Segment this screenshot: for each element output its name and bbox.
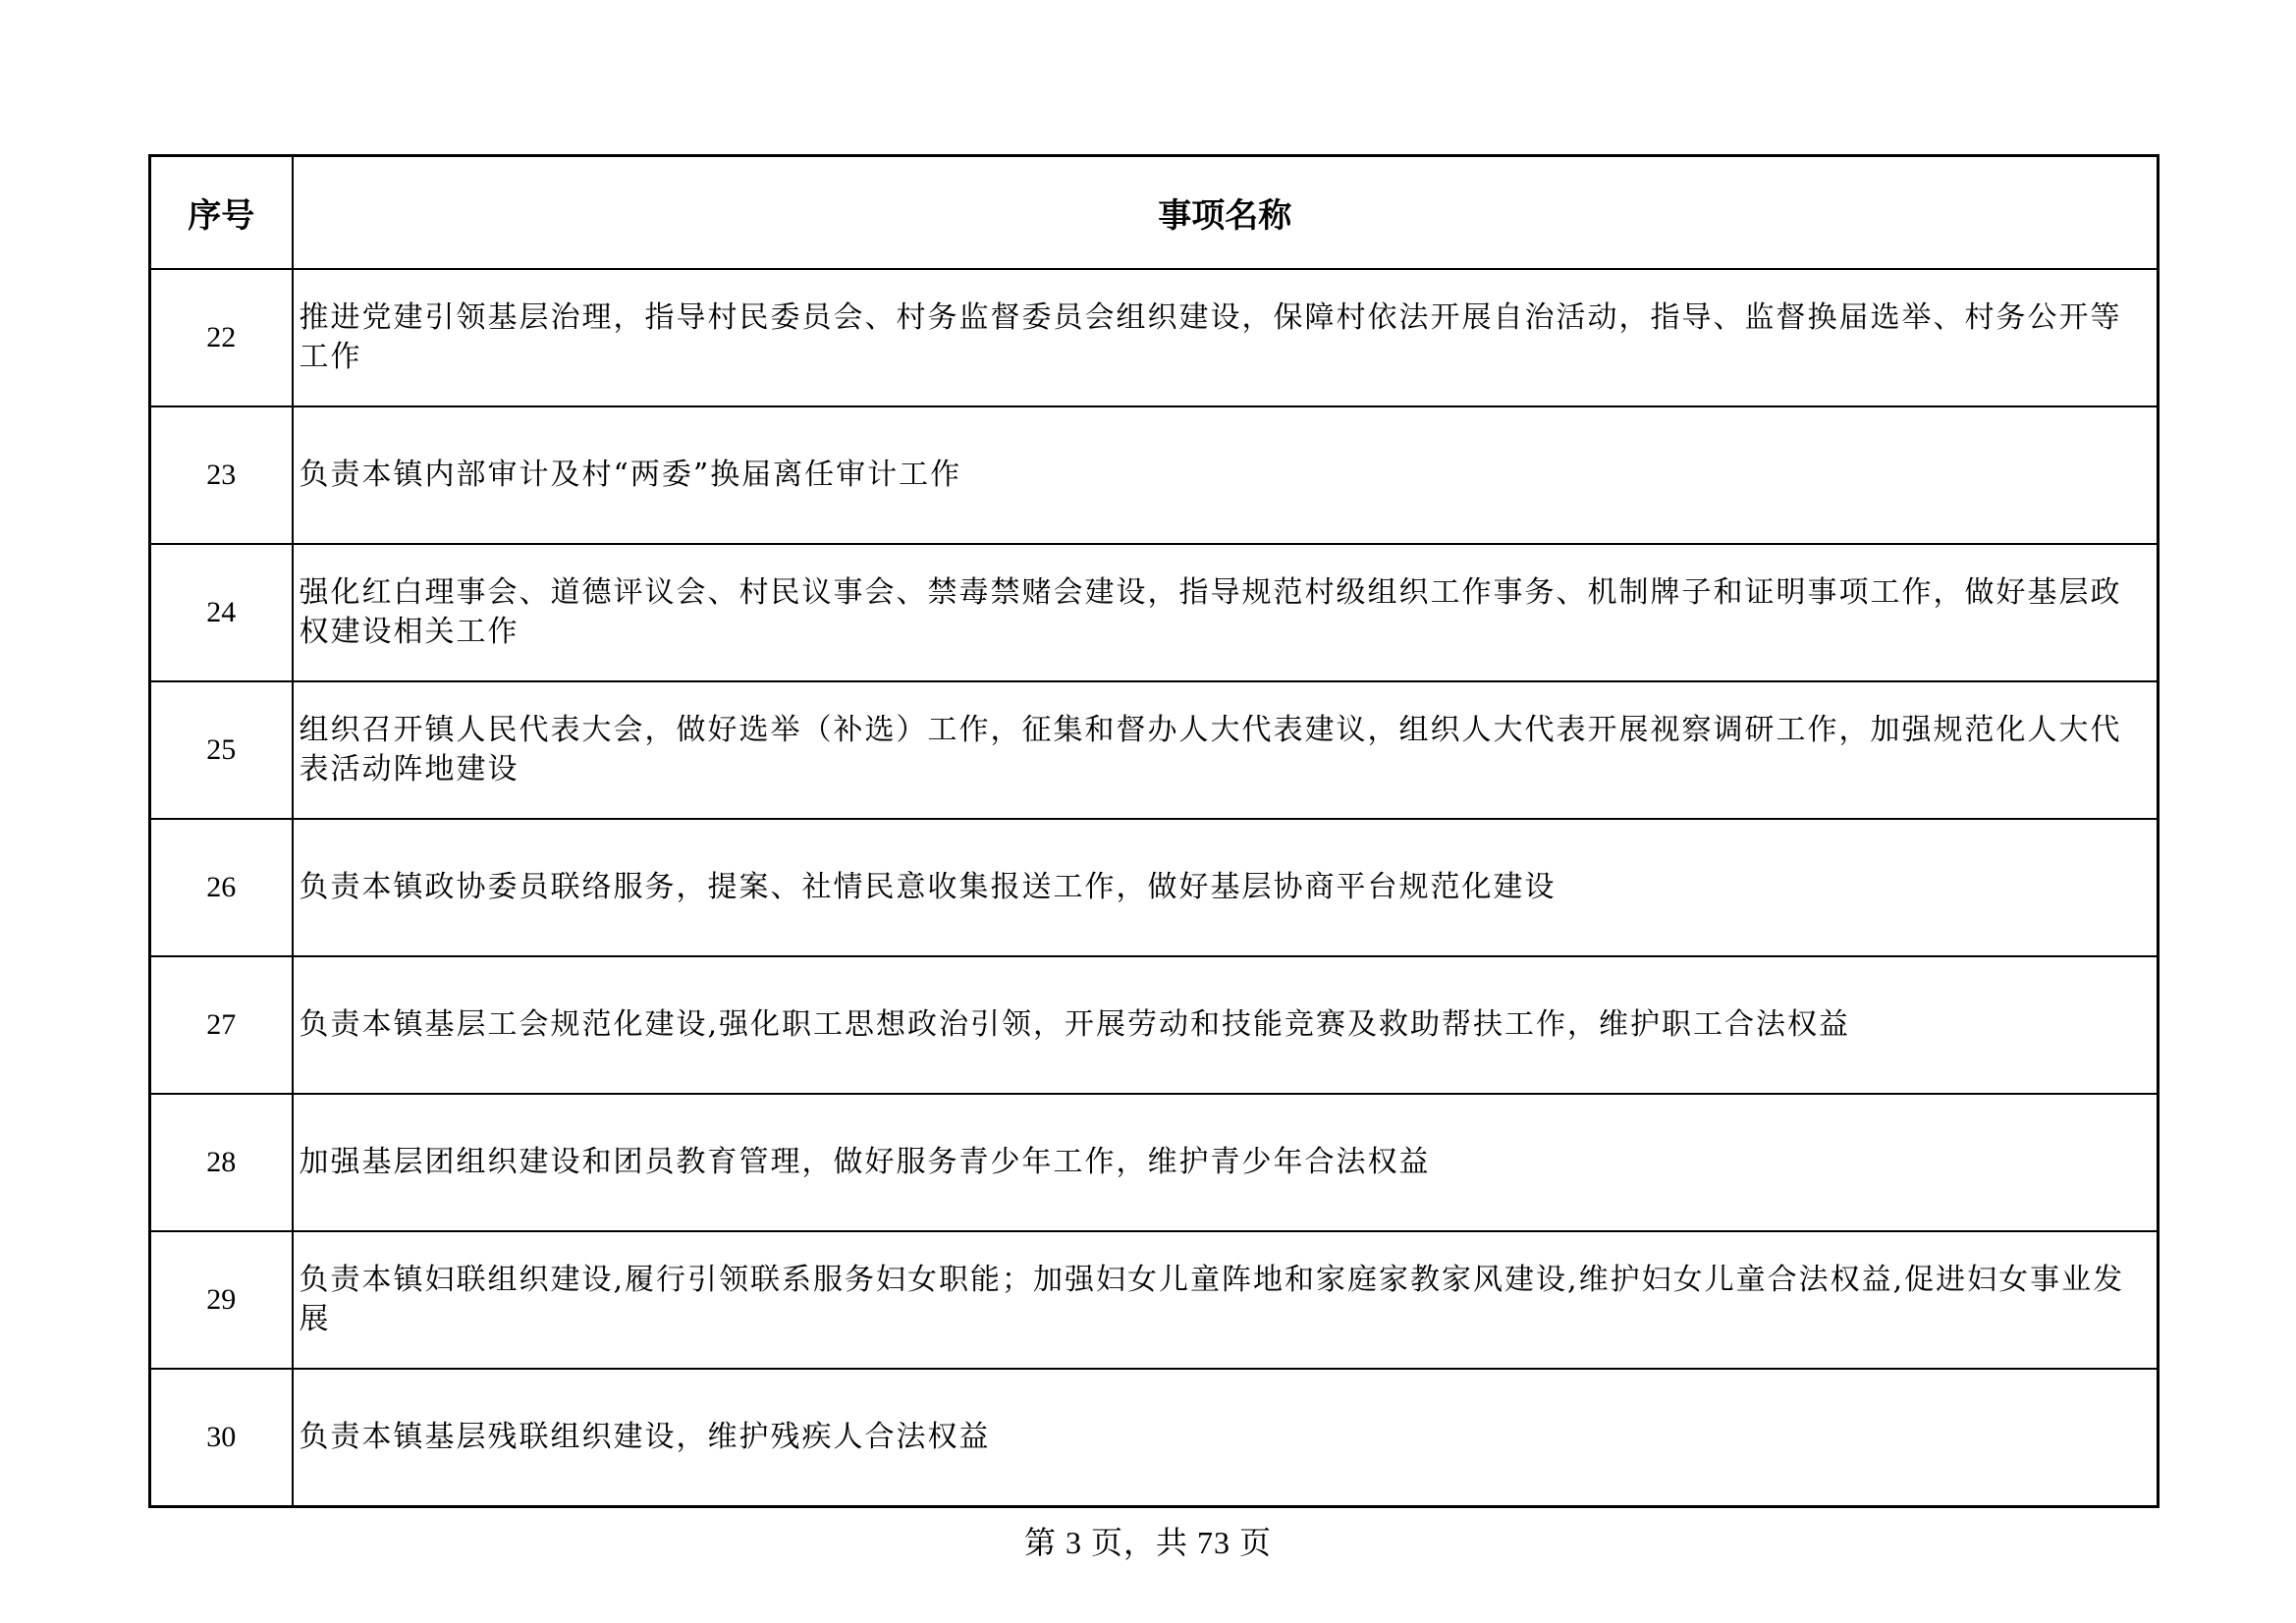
row-item-name: 负责本镇内部审计及村“两委”换届离任审计工作 [293, 406, 2159, 544]
row-item-name: 组织召开镇人民代表大会，做好选举（补选）工作，征集和督办人大代表建议，组织人大代表开展视察调研工作，加强规范化人大代表活动阵地建设 [293, 681, 2159, 819]
row-number: 23 [150, 406, 293, 544]
row-item-name: 强化红白理事会、道德评议会、村民议事会、禁毒禁赌会建设，指导规范村级组织工作事务、机制牌子和证明事项工作，做好基层政权建设相关工作 [293, 544, 2159, 681]
row-number: 27 [150, 956, 293, 1094]
table-row [150, 956, 2159, 1094]
table-row [150, 1094, 2159, 1231]
row-number: 28 [150, 1094, 293, 1231]
row-number: 29 [150, 1231, 293, 1369]
table-row [150, 1369, 2159, 1507]
row-item-name: 负责本镇政协委员联络服务，提案、社情民意收集报送工作，做好基层协商平台规范化建设 [293, 819, 2159, 956]
row-item-name: 负责本镇基层残联组织建设，维护残疾人合法权益 [293, 1369, 2159, 1507]
page-indicator: 第 3 页，共 73 页 [1023, 1525, 1272, 1560]
table-row [150, 269, 2159, 406]
table-row [150, 406, 2159, 544]
items-table [148, 154, 2159, 1508]
header-number: 序号 [150, 156, 293, 270]
row-item-name: 负责本镇妇联组织建设,履行引领联系服务妇女职能；加强妇女儿童阵地和家庭家教家风建设,维护妇女儿童合法权益,促进妇女事业发展 [293, 1231, 2159, 1369]
row-number: 24 [150, 544, 293, 681]
table-row [150, 544, 2159, 681]
table-row [150, 1231, 2159, 1369]
table-row [150, 681, 2159, 819]
table-row [150, 819, 2159, 956]
row-number: 22 [150, 269, 293, 406]
row-number: 25 [150, 681, 293, 819]
row-item-name: 推进党建引领基层治理，指导村民委员会、村务监督委员会组织建设，保障村依法开展自治活动，指导、监督换届选举、村务公开等工作 [293, 269, 2159, 406]
table-header-row [150, 156, 2159, 270]
header-name: 事项名称 [293, 156, 2159, 270]
row-number: 30 [150, 1369, 293, 1507]
row-number: 26 [150, 819, 293, 956]
row-item-name: 加强基层团组织建设和团员教育管理，做好服务青少年工作，维护青少年合法权益 [293, 1094, 2159, 1231]
row-item-name: 负责本镇基层工会规范化建设,强化职工思想政治引领，开展劳动和技能竞赛及救助帮扶工作，维护职工合法权益 [293, 956, 2159, 1094]
